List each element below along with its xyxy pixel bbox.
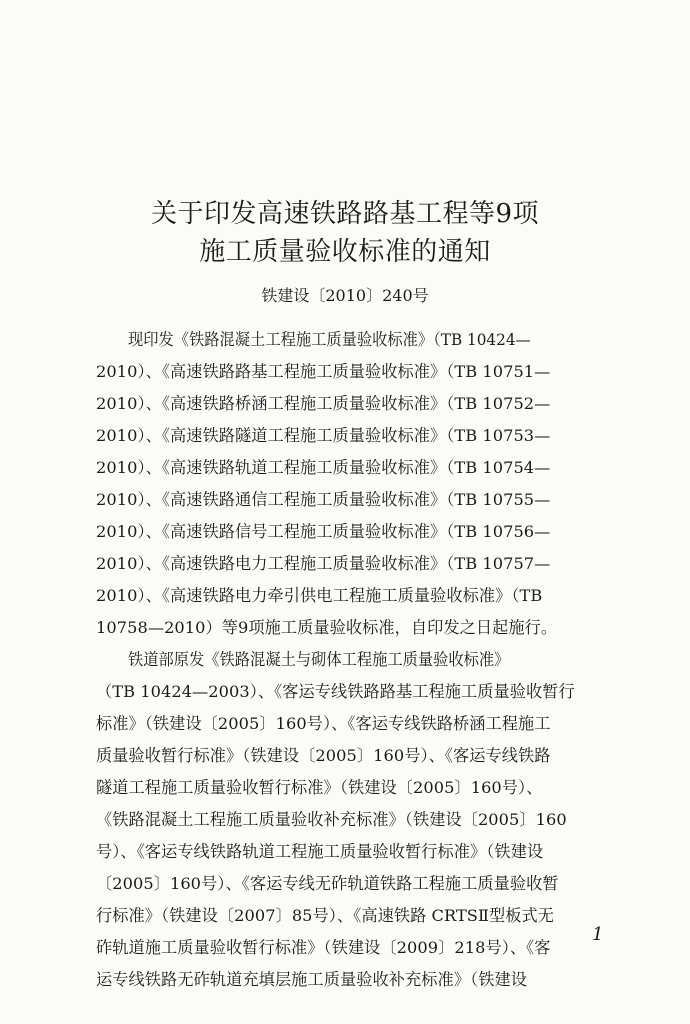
body-line: 铁道部原发《铁路混凝土与砌体工程施工质量验收标准》 (128, 650, 510, 669)
body-line: 2010）、《高速铁路隧道工程施工质量验收标准》（TB 10753— (96, 426, 551, 445)
document-number: 铁建设〔2010〕240号 (261, 286, 429, 305)
body-line: 行标准》（铁建设〔2007〕85号）、《高速铁路 CRTSⅡ型板式无 (96, 906, 555, 925)
body-line: 砟轨道施工质量验收暂行标准》（铁建设〔2009〕218号）、《客 (96, 938, 551, 957)
body-line: 2010）、《高速铁路通信工程施工质量验收标准》（TB 10755— (96, 490, 551, 509)
page-number: 1 (592, 924, 604, 945)
title-line-1: 关于印发高速铁路路基工程等9项 (150, 199, 540, 229)
body-line: 现印发《铁路混凝土工程施工质量验收标准》（TB 10424— (128, 330, 531, 349)
body-line: 标准》（铁建设〔2005〕160号）、《客运专线铁路桥涵工程施工 (96, 714, 551, 733)
body-line: 2010）、《高速铁路轨道工程施工质量验收标准》（TB 10754— (96, 458, 551, 477)
body-line: 2010）、《高速铁路电力牵引供电工程施工质量验收标准》（TB (96, 586, 543, 605)
body-line: 号）、《客运专线铁路轨道工程施工质量验收暂行标准》（铁建设 (96, 842, 544, 861)
body-line: 质量验收暂行标准》（铁建设〔2005〕160号）、《客运专线铁路 (96, 746, 551, 765)
body-line: 2010）、《高速铁路信号工程施工质量验收标准》（TB 10756— (96, 522, 551, 541)
body-line: 2010）、《高速铁路路基工程施工质量验收标准》（TB 10751— (96, 362, 551, 381)
title-line-2: 施工质量验收标准的通知 (199, 237, 491, 267)
body-line: 10758—2010）等9项施工质量验收标准，自印发之日起施行。 (96, 618, 558, 637)
body-line: 《铁路混凝土工程施工质量验收补充标准》（铁建设〔2005〕160 (96, 810, 567, 829)
body-line: （TB 10424—2003）、《客运专线铁路路基工程施工质量验收暂行 (96, 682, 575, 701)
body-line: 隧道工程施工质量验收暂行标准》（铁建设〔2005〕160号）、 (96, 778, 543, 797)
body-line: 2010）、《高速铁路电力工程施工质量验收标准》（TB 10757— (96, 554, 551, 573)
body-line: 运专线铁路无砟轨道充填层施工质量验收补充标准》（铁建设 (96, 970, 528, 989)
body-line: 〔2005〕160号）、《客运专线无砟轨道铁路工程施工质量验收暂 (96, 874, 559, 893)
body-line: 2010）、《高速铁路桥涵工程施工质量验收标准》（TB 10752— (96, 394, 551, 413)
